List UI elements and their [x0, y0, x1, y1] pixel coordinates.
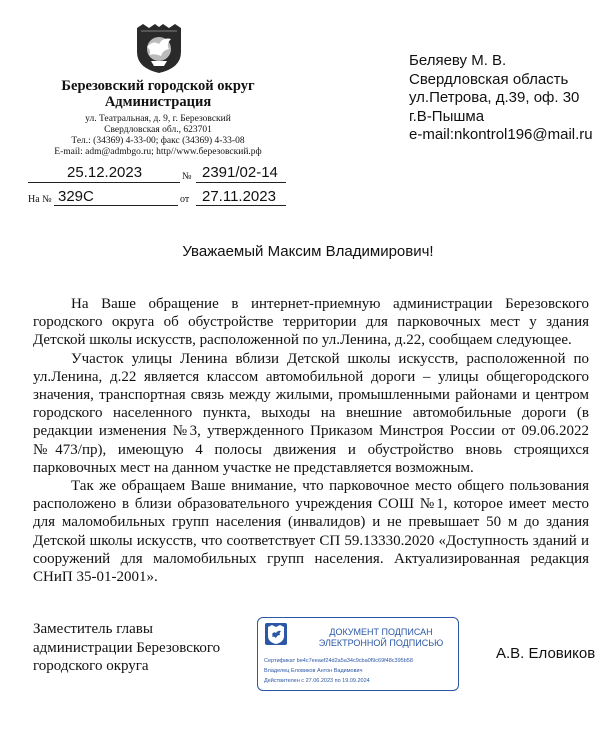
- from-prefix: от: [180, 194, 190, 205]
- org-address-line1: ул. Театральная, д. 9, г. Березовский: [85, 114, 231, 124]
- position-line-2: администрации Березовского: [33, 639, 221, 656]
- salutation: Уважаемый Максим Владимирович!: [182, 243, 434, 260]
- position-line-3: городского округа: [33, 658, 149, 674]
- stamp-title: [306, 627, 456, 649]
- body-paragraph-3: Так же обращаем Ваше внимание, что парковочное место общего пользования расположено в близи образовательного учреждения СОШ №1, которое имеет место для маломобильных групп населения (инвалидов) и не превышает 50 м до здания Детской школы искусств, что соответствует СП 59.13330.2020 «Доступность зданий и сооружений для маломобильных групп населения. Актуализированная редакция СНиП 35-01-2001».: [33, 478, 589, 586]
- signatory-name: А.В. Еловиков: [496, 645, 596, 662]
- letter-date: 25.12.2023: [67, 164, 143, 181]
- stamp-certificate: Сертификат be4c7eeaef24d2a5a34c9cba0f9c69f48c395b58: [264, 658, 413, 664]
- number-prefix: №: [182, 171, 192, 182]
- in-reply-number: 329С: [58, 188, 94, 205]
- addressee-city: г.В-Пышма: [409, 107, 485, 125]
- org-admin-title: Администрация: [104, 94, 212, 110]
- addressee-name: Беляеву М. В.: [409, 52, 507, 69]
- position-line-1: Заместитель главы: [33, 621, 153, 637]
- electronic-signature-stamp: [257, 617, 459, 691]
- stamp-owner: Владелец Еловиков Антон Вадимович: [264, 668, 363, 674]
- org-name: Березовский городской округ: [61, 78, 255, 94]
- stamp-title-line1: ДОКУМЕНТ ПОДПИСАН: [329, 627, 433, 637]
- stamp-title-line2: ЭЛЕКТРОННОЙ ПОДПИСЬЮ: [318, 638, 444, 648]
- in-reply-date: 27.11.2023: [202, 188, 276, 205]
- in-reply-prefix: На №: [28, 194, 52, 205]
- signatory-position: [33, 620, 220, 676]
- org-phone: Тел.: (34369) 4-33-00; факс (34369) 4-33-08: [71, 136, 245, 146]
- org-address-line2: Свердловская обл., 623701: [104, 125, 212, 135]
- stamp-validity: Действителен с 27.06.2023 по 19.09.2024: [264, 678, 370, 684]
- letter-body: [33, 295, 589, 586]
- letter-number: 2391/02-14: [202, 164, 278, 181]
- stamp-emblem-icon: [265, 623, 287, 645]
- body-paragraph-2: Участок улицы Ленина вблизи Детской школы искусств, расположенной по ул.Ленина, д.22 является классом автомобильной дороги – улицы общегородского значения, транспортная связь между жилыми, промышленными районами и центром городского населенного пункта, выходы на внешние автомобильные дороги (в редакции изменения №3, утвержденного Приказом Минстроя России от 09.06.2022 №473/пр), имеющую 4 полосы движения и обустройство вновь строящихся парковочных мест на данном участке не представляется возможным.: [33, 350, 589, 476]
- org-email-web: E-mail: adm@admbgo.ru; http//www.березовский.рф: [54, 147, 262, 157]
- addressee-email: e-mail:nkontrol196@mail.ru: [409, 126, 593, 143]
- body-paragraph-1: На Ваше обращение в интернет-приемную администрации Березовского городского округа об обустройстве территории для парковочных мест у здания Детской школы искусств, расположенной по ул.Ленина, д.22, сообщаем следующее.: [33, 296, 589, 349]
- coat-of-arms-emblem: [133, 22, 185, 74]
- addressee-region: Свердловская область: [409, 70, 569, 88]
- addressee-street: ул.Петрова, д.39, оф. 30: [409, 89, 580, 106]
